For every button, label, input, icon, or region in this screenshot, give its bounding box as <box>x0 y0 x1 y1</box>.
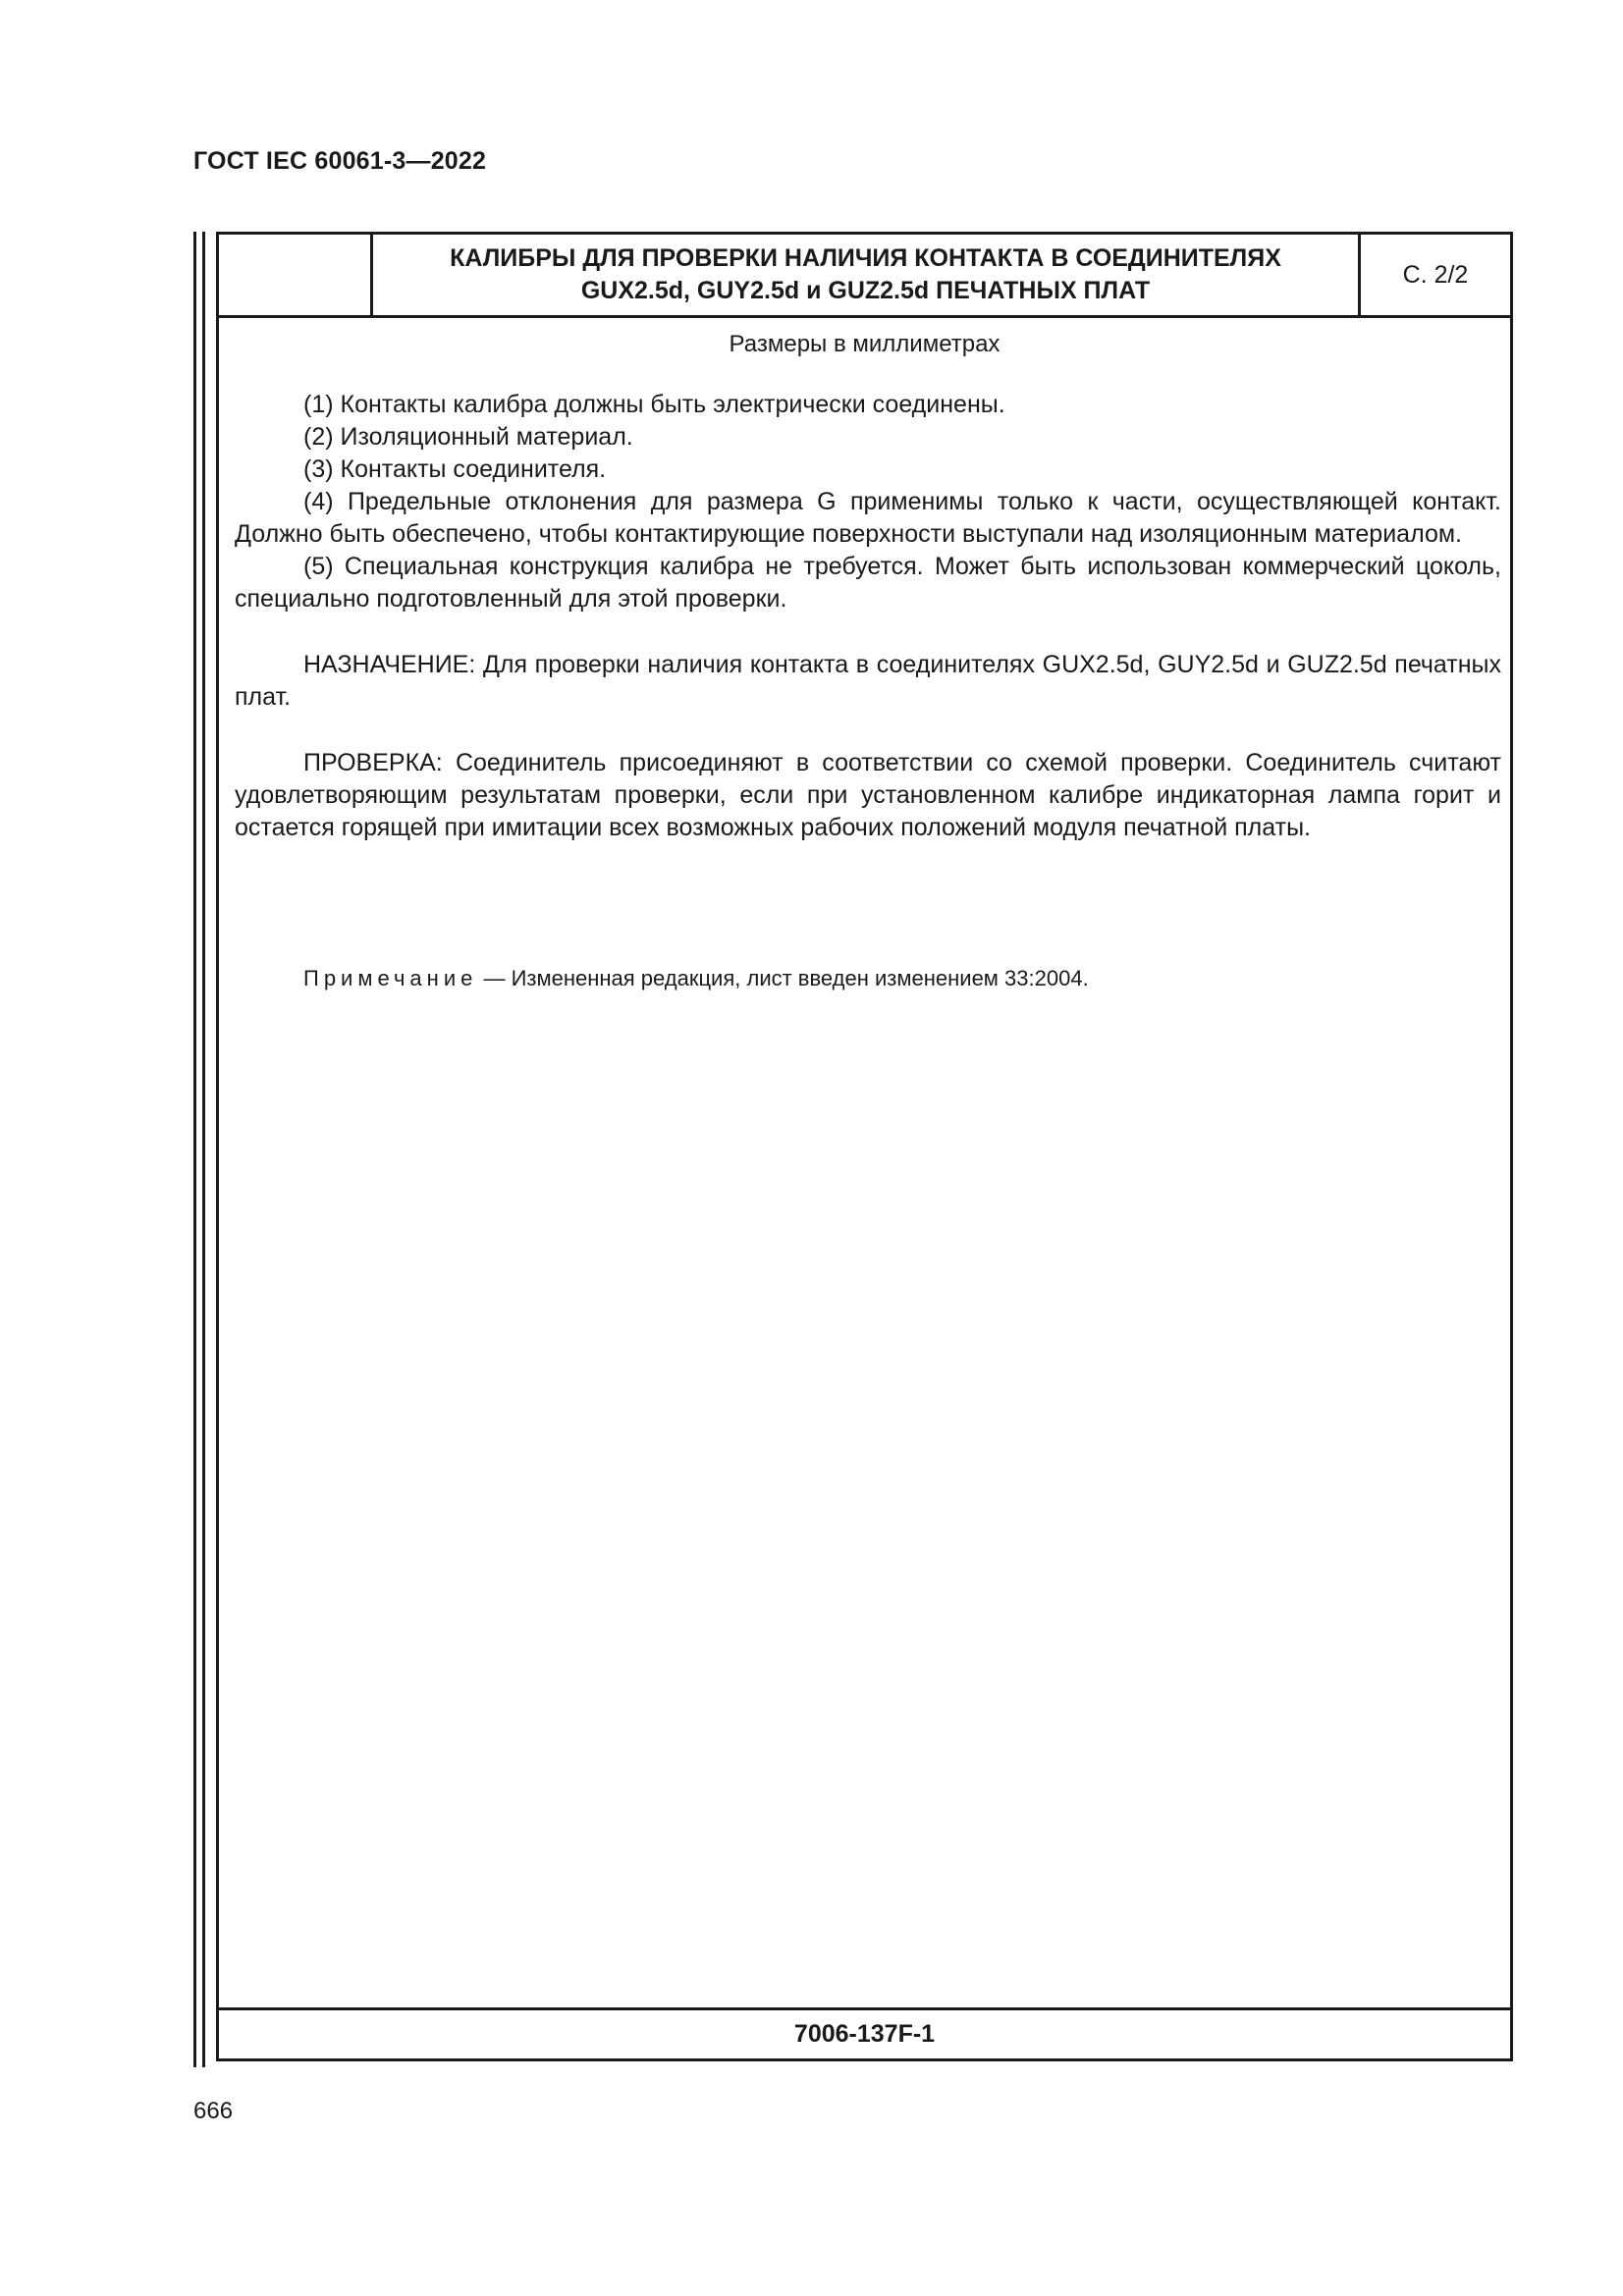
sheet-title-line-1: КАЛИБРЫ ДЛЯ ПРОВЕРКИ НАЛИЧИЯ КОНТАКТА В СОЕДИНИТЕЛЯХ <box>450 244 1281 272</box>
sheet-code: 7006-137F-1 <box>219 2007 1510 2058</box>
remark-label: Примечание <box>303 966 478 990</box>
note-item: (5) Специальная конструкция калибра не требуется. Может быть использован коммерческий цоколь, специально подготовленный для этой проверки. <box>235 553 1501 613</box>
title-block-empty-cell <box>219 235 373 315</box>
sheet-body <box>235 389 1501 844</box>
sheet-title <box>373 235 1358 315</box>
sheet-title-line-2: GUX2.5d, GUY2.5d и GUZ2.5d ПЕЧАТНЫХ ПЛАТ <box>580 277 1151 304</box>
page-number: 666 <box>193 2098 234 2124</box>
purpose-paragraph: НАЗНАЧЕНИЕ: Для проверки наличия контакта в соединителях GUX2.5d, GUY2.5d и GUZ2.5d печатных плат. <box>235 651 1501 711</box>
note-item: (2) Изоляционный материал. <box>303 423 633 451</box>
sheet-number: С. 2/2 <box>1358 235 1510 315</box>
margin-rule-right <box>202 232 205 2067</box>
note-item: (3) Контакты соединителя. <box>303 455 607 483</box>
units-note: Размеры в миллиметрах <box>729 331 1001 357</box>
note-item: (4) Предельные отклонения для размера G применимы только к части, осуществляющей контакт. Должно быть обеспечено, чтобы контактирующие поверхности выступали над изоляционным материалом. <box>235 488 1501 548</box>
sheet-frame <box>216 232 1513 2061</box>
document-header: ГОСТ IEC 60061-3—2022 <box>193 147 487 175</box>
remark <box>303 966 1089 991</box>
title-block <box>219 235 1510 318</box>
check-paragraph: ПРОВЕРКА: Соединитель присоединяют в соответствии со схемой проверки. Соединитель считают удовлетворяющим результатам проверки, если при установленном калибре индикаторная лампа горит и остается горящей при имитации всех возможных рабочих положений модуля печатной платы. <box>235 749 1501 841</box>
note-item: (1) Контакты калибра должны быть электрически соединены. <box>303 391 1005 418</box>
margin-rule-left <box>193 232 196 2067</box>
remark-text: — Измененная редакция, лист введен изменением 33:2004. <box>477 966 1089 990</box>
